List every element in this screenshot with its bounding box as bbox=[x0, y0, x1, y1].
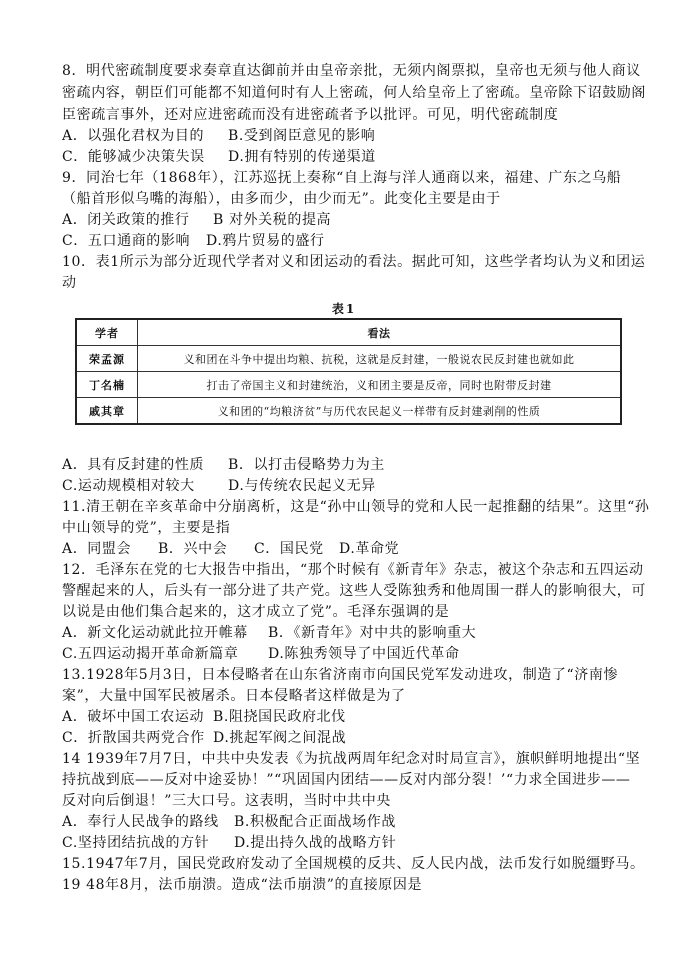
table-caption: 表1 bbox=[331, 302, 357, 316]
q12-option-c: C.五四运动揭开革命新篇章 bbox=[62, 646, 239, 662]
q9-option-c: C．五口通商的影响 bbox=[62, 233, 191, 249]
q13-stem-line-2: 案”，大量中国军民被屠杀。日本侵略者这样做是为了 bbox=[62, 688, 406, 704]
q15-stem-line-2: 19 48年8月，法币崩溃。造成“法币崩溃”的直接原因是 bbox=[62, 877, 423, 893]
table-cell-view: 义和团的“均粮济贫”与历代农民起义一样带有反封建剥削的性质 bbox=[138, 398, 622, 425]
table-cell-scholar: 戚其章 bbox=[76, 398, 138, 425]
q10-option-c: C.运动规模相对较大 bbox=[62, 478, 195, 494]
q10-option-a: A．具有反封建的性质 bbox=[62, 457, 205, 473]
q11-option-b: B．兴中会 bbox=[158, 541, 228, 557]
table-header-scholar: 学者 bbox=[76, 319, 138, 346]
q13-option-b: B.阻挠国民政府北伐 bbox=[213, 709, 346, 725]
q14-stem-line-1: 14 1939年7月7日，中共中央发表《为抗战两周年纪念对时局宣言》，旗帜鲜明地提出“坚 bbox=[62, 751, 641, 767]
q8-option-b: B.受到阁臣意见的影响 bbox=[228, 128, 376, 144]
q11-stem-line-2: 中山领导的党”，主要是指 bbox=[62, 520, 231, 536]
q14-stem-line-3: 反对向后倒退！”三大口号。这表明，当时中共中央 bbox=[62, 793, 391, 809]
scholar-views-table bbox=[75, 318, 622, 425]
q12-stem-line-1: 12．毛泽东在党的七大报告中指出，“那个时候有《新青年》杂志，被这个杂志和五四运动 bbox=[62, 562, 644, 578]
q12-option-a: A．新文化运动就此拉开帷幕 bbox=[62, 625, 248, 641]
q14-stem-line-2: 持抗战到底——反对中途妥协！”“巩固国内团结——反对内部分裂！’“力求全国进步—— bbox=[62, 772, 631, 788]
q9-option-a: A．闭关政策的推行 bbox=[62, 212, 190, 228]
table-row bbox=[76, 398, 621, 425]
q11-option-d: D.革命党 bbox=[339, 541, 400, 557]
q8-stem-line-1: 8．明代密疏制度要求奏章直达御前并由皇帝亲批，无须内阁票拟，皇帝也无须与他人商议 bbox=[62, 63, 641, 79]
q11-option-c: C．国民党 bbox=[254, 541, 324, 557]
q13-stem-line-1: 13.1928年5月3日，日本侵略者在山东省济南市向国民党军发动进攻，制造了“济南惨 bbox=[62, 667, 619, 683]
q13-option-c: C．折散国共两党合作 bbox=[62, 730, 205, 746]
q12-stem-line-2: 警醒起来的人，后头有一部分进了共产党。这些人受陈独秀和他周围一群人的影响很大，可 bbox=[62, 583, 646, 599]
table-cell-view: 打击了帝国主义和封建统治，义和团主要是反帝，同时也附带反封建 bbox=[138, 372, 622, 398]
table-header-row bbox=[76, 319, 621, 346]
q12-option-d: D.陈独秀领导了中国近代革命 bbox=[268, 646, 460, 662]
q8-option-d: D.拥有特别的传递渠道 bbox=[228, 149, 376, 165]
table-cell-view: 义和团在斗争中提出均粮、抗税，这就是反封建，一般说农民反封建也就如此 bbox=[138, 346, 622, 372]
q12-option-b: B．《新青年》对中共的影响重大 bbox=[268, 625, 477, 641]
q8-stem-line-2: 密疏内容，朝臣们可能都不知道何时有人上密疏，何人给皇帝上了密疏。皇帝除下诏鼓励阁 bbox=[62, 85, 646, 101]
q9-stem-line-2: （船首形似乌嘴的海船），由多而少，由少而无”。此变化主要是由于 bbox=[62, 191, 501, 207]
q8-option-c: C．能够减少决策失误 bbox=[62, 149, 205, 165]
table-cell-scholar: 荣孟源 bbox=[76, 346, 138, 372]
table-cell-scholar: 丁名楠 bbox=[76, 372, 138, 398]
q9-option-b: B 对外关税的提高 bbox=[213, 212, 332, 228]
q13-option-d: D.挑起军阀之间混战 bbox=[213, 730, 347, 746]
q11-option-a: A．同盟会 bbox=[62, 541, 132, 557]
q10-stem-line-2: 动 bbox=[62, 275, 77, 291]
q10-option-b: B．以打击侵略势力为主 bbox=[228, 457, 385, 473]
q14-option-b: B.积极配合正面战场作战 bbox=[234, 814, 396, 830]
q10-stem-line-1: 10．表1所示为部分近现代学者对义和团运动的看法。据此可知，这些学者均认为义和团运 bbox=[62, 254, 646, 270]
q15-stem-line-1: 15.1947年7月，国民党政府发动了全国规模的反共、反人民内战，法币发行如脱缰野马。 bbox=[62, 856, 645, 872]
q14-option-c: C.坚持团结抗战的方针 bbox=[62, 835, 210, 851]
q12-stem-line-3: 以说是由他们集合起来的，这才成立了党”。毛泽东强调的是 bbox=[62, 604, 450, 620]
q8-stem-line-3: 臣密疏言事外，还对应进密疏而没有进密疏者予以批评。可见，明代密疏制度 bbox=[62, 107, 559, 123]
table-row bbox=[76, 346, 621, 372]
q10-option-d: D.与传统农民起义无异 bbox=[228, 478, 376, 494]
q8-option-a: A．以强化君权为目的 bbox=[62, 128, 205, 144]
q14-option-a: A．奉行人民战争的路线 bbox=[62, 814, 219, 830]
q9-option-d: D.鸦片贸易的盛行 bbox=[206, 233, 325, 249]
table-header-view: 看法 bbox=[138, 319, 622, 346]
q11-stem-line-1: 11.清王朝在辛亥革命中分崩离析，这是“孙中山领导的党和人民一起推翻的结果”。这里“孙 bbox=[62, 499, 650, 515]
table-row bbox=[76, 372, 621, 398]
q9-stem-line-1: 9．同治七年（1868年），江苏巡抚上奏称“自上海与洋人通商以来，福建、广东之乌船 bbox=[62, 170, 622, 186]
q13-option-a: A．破坏中国工农运动 bbox=[62, 709, 205, 725]
q14-option-d: D.提出持久战的战略方针 bbox=[234, 835, 397, 851]
